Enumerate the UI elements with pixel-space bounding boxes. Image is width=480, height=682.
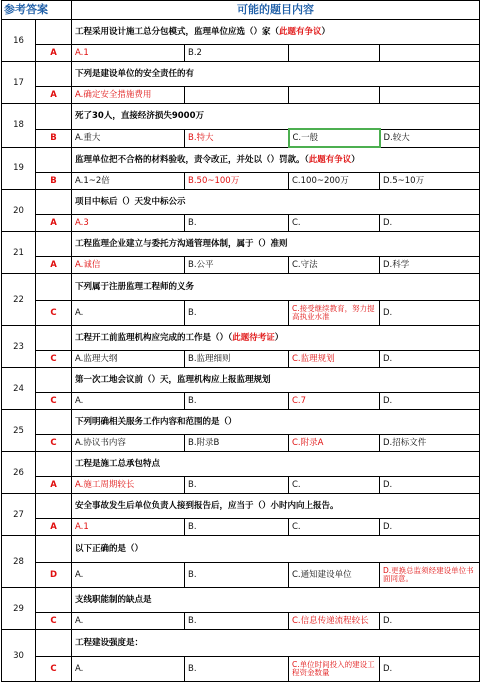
question-number[interactable]: 22 (2, 274, 36, 326)
question-stem: 第一次工地会议前（）天，监理机构应上报监理规划 (75, 375, 271, 385)
question-text[interactable] (72, 494, 480, 519)
question-stem: 工程开工前监理机构应完成的工作是（）（ (75, 333, 233, 343)
answer-cell[interactable]: C (36, 301, 72, 326)
question-text[interactable] (72, 274, 480, 301)
question-stem: 工程监理企业建立与委托方沟通管理体制，属于（）准则 (75, 239, 288, 249)
empty-cell[interactable] (36, 368, 72, 393)
answer-cell[interactable]: A (36, 257, 72, 274)
question-note: 此题待考证 (232, 333, 275, 343)
question-row (2, 368, 480, 393)
option-c[interactable]: C.100~200万 (289, 173, 380, 190)
question-stem: 安全事故发生后单位负责人接到报告后，应当于（）小时内向上报告。 (75, 501, 339, 511)
question-row (2, 452, 480, 477)
question-number[interactable]: 30 (2, 630, 36, 682)
question-stem: 下列明确相关服务工作内容和范围的是（） (75, 417, 237, 427)
option-b[interactable]: B. (185, 613, 289, 630)
question-number[interactable]: 18 (2, 104, 36, 148)
question-text[interactable] (72, 326, 480, 351)
option-b[interactable]: B. (185, 477, 289, 494)
option-a[interactable]: A. (72, 301, 185, 326)
empty-cell[interactable] (36, 147, 72, 173)
answer-cell[interactable]: B (36, 173, 72, 190)
option-d[interactable]: D. (380, 301, 480, 326)
empty-cell[interactable] (36, 452, 72, 477)
answer-cell[interactable]: B (36, 129, 72, 147)
question-number[interactable]: 24 (2, 368, 36, 410)
option-d[interactable]: D.5~10万 (380, 173, 480, 190)
question-number[interactable]: 17 (2, 62, 36, 104)
empty-cell[interactable] (36, 232, 72, 257)
empty-cell[interactable] (36, 190, 72, 215)
option-b[interactable]: B. (185, 657, 289, 682)
question-number[interactable]: 16 (2, 20, 36, 62)
option-a[interactable]: A. (72, 563, 185, 588)
question-text[interactable] (72, 410, 480, 435)
answer-cell[interactable]: C (36, 393, 72, 410)
question-text[interactable] (72, 104, 480, 130)
options-row (2, 519, 480, 536)
question-number[interactable]: 23 (2, 326, 36, 368)
empty-cell[interactable] (36, 62, 72, 87)
option-a[interactable]: A.监理大纲 (72, 351, 185, 368)
options-row (2, 87, 480, 104)
question-table (1, 0, 480, 682)
question-text[interactable] (72, 630, 480, 657)
options-row (2, 393, 480, 410)
options-row (2, 301, 480, 326)
option-d[interactable]: D. (380, 657, 480, 682)
options-row (2, 435, 480, 452)
options-row (2, 563, 480, 588)
options-row (2, 173, 480, 190)
question-row (2, 326, 480, 351)
option-d[interactable]: D. (380, 613, 480, 630)
answer-cell[interactable]: A (36, 87, 72, 104)
option-d[interactable] (380, 87, 480, 104)
question-stem: 工程是施工总承包特点 (75, 459, 161, 469)
option-a[interactable]: A.3 (72, 215, 185, 232)
question-row (2, 190, 480, 215)
options-row (2, 257, 480, 274)
option-d[interactable]: D.更换总监须经建设单位书面同意。 (380, 563, 480, 588)
option-a[interactable]: A.1 (72, 519, 185, 536)
option-a[interactable]: A.确定安全措施费用 (72, 87, 185, 104)
question-text[interactable] (72, 20, 480, 45)
option-a[interactable]: A.施工周期较长 (72, 477, 185, 494)
option-d[interactable]: D. (380, 215, 480, 232)
question-text[interactable] (72, 368, 480, 393)
option-d[interactable]: D. (380, 351, 480, 368)
option-c[interactable] (289, 45, 380, 62)
option-d[interactable] (380, 45, 480, 62)
answer-cell[interactable]: C (36, 613, 72, 630)
answer-cell[interactable]: A (36, 477, 72, 494)
option-b[interactable]: B. (185, 393, 289, 410)
question-number[interactable]: 27 (2, 494, 36, 536)
question-text[interactable] (72, 588, 480, 613)
question-row (2, 147, 480, 173)
answer-cell[interactable]: D (36, 563, 72, 588)
option-d[interactable]: D.科学 (380, 257, 480, 274)
question-note: 此题有争议 (308, 155, 352, 165)
content-column-header: 可能的题目内容 (72, 1, 480, 20)
option-b[interactable]: B. (185, 563, 289, 588)
question-text[interactable] (72, 232, 480, 257)
option-b[interactable]: B.2 (185, 45, 289, 62)
options-row (2, 45, 480, 62)
option-b[interactable]: B.50~100万 (185, 173, 289, 190)
empty-cell[interactable] (36, 630, 72, 657)
option-b[interactable]: B.附录B (185, 435, 289, 452)
question-number[interactable]: 21 (2, 232, 36, 274)
option-d[interactable]: D.招标文件 (380, 435, 480, 452)
question-number[interactable]: 26 (2, 452, 36, 494)
options-row (2, 477, 480, 494)
question-number[interactable]: 25 (2, 410, 36, 452)
question-row (2, 104, 480, 130)
question-stem: 下列属于注册监理工程师的义务 (75, 282, 195, 292)
option-b[interactable]: B.特大 (185, 129, 289, 147)
options-row (2, 657, 480, 682)
question-text[interactable] (72, 536, 480, 563)
options-row (2, 351, 480, 368)
question-text[interactable] (72, 147, 480, 173)
option-a[interactable]: A. (72, 393, 185, 410)
question-text[interactable] (72, 452, 480, 477)
option-a[interactable]: A. (72, 613, 185, 630)
answer-cell[interactable]: C (36, 435, 72, 452)
answer-cell[interactable]: A (36, 45, 72, 62)
question-number[interactable]: 28 (2, 536, 36, 588)
option-c[interactable]: C.通知建设单位 (289, 563, 380, 588)
option-c[interactable]: C.单位时间投入的建设工程资金数量 (289, 657, 380, 682)
question-stem: 项目中标后（）天发中标公示 (75, 197, 186, 207)
empty-cell[interactable] (36, 104, 72, 130)
question-stem: 工程建设强度是： (75, 638, 144, 648)
empty-cell[interactable] (36, 588, 72, 613)
answer-column-header: 参考答案 (2, 1, 72, 20)
option-c[interactable] (289, 87, 380, 104)
question-stem: 监理单位把不合格的材料验收，责令改正，并处以（）罚款。（ (75, 155, 309, 165)
option-a[interactable]: A.重大 (72, 129, 185, 147)
options-row (2, 613, 480, 630)
question-number[interactable]: 19 (2, 147, 36, 190)
option-a[interactable]: A. (72, 657, 185, 682)
question-row (2, 630, 480, 657)
answer-cell[interactable]: A (36, 519, 72, 536)
option-c[interactable]: C. (289, 519, 380, 536)
option-a[interactable]: A.协议书内容 (72, 435, 185, 452)
option-c[interactable]: C.7 (289, 393, 380, 410)
option-c[interactable]: C.一般 (289, 129, 380, 147)
question-stem: 死了30人，直接经济损失9000万 (75, 111, 204, 121)
option-a[interactable]: A.1 (72, 45, 185, 62)
question-row (2, 232, 480, 257)
option-b[interactable]: B. (185, 519, 289, 536)
empty-cell[interactable] (36, 536, 72, 563)
option-a[interactable]: A.诚信 (72, 257, 185, 274)
option-c[interactable]: C. (289, 215, 380, 232)
option-b[interactable]: B.监理细则 (185, 351, 289, 368)
option-b[interactable]: B. (185, 215, 289, 232)
question-row (2, 588, 480, 613)
question-stem-end: ） (274, 333, 284, 343)
empty-cell[interactable] (36, 20, 72, 45)
header-row (2, 1, 480, 20)
options-row (2, 129, 480, 147)
question-text[interactable] (72, 62, 480, 87)
question-stem-end: ） (321, 27, 331, 37)
option-b[interactable]: B. (185, 301, 289, 326)
option-c[interactable]: C.守法 (289, 257, 380, 274)
option-b[interactable] (185, 87, 289, 104)
question-row (2, 62, 480, 87)
question-stem: 工程采用设计施工总分包模式，监理单位应选（）家（ (75, 27, 280, 37)
answer-cell[interactable]: A (36, 215, 72, 232)
question-row (2, 274, 480, 301)
question-stem-end: ） (351, 155, 360, 165)
option-c[interactable]: C.监理规划 (289, 351, 380, 368)
question-row (2, 20, 480, 45)
options-row (2, 215, 480, 232)
option-c[interactable]: C.接受继续教育，努力提高执业水准 (289, 301, 380, 326)
question-number[interactable]: 20 (2, 190, 36, 232)
empty-cell[interactable] (36, 494, 72, 519)
option-c[interactable]: C. (289, 477, 380, 494)
empty-cell[interactable] (36, 274, 72, 301)
question-row (2, 536, 480, 563)
option-d[interactable]: D. (380, 393, 480, 410)
option-d[interactable]: D.较大 (380, 129, 480, 147)
answer-cell[interactable]: C (36, 657, 72, 682)
question-row (2, 410, 480, 435)
empty-cell[interactable] (36, 326, 72, 351)
question-number[interactable]: 29 (2, 588, 36, 630)
empty-cell[interactable] (36, 410, 72, 435)
option-c[interactable]: C.信息传递流程较长 (289, 613, 380, 630)
question-note: 此题有争议 (279, 27, 322, 37)
option-c[interactable]: C.附录A (289, 435, 380, 452)
question-stem: 支线职能制的缺点是 (75, 595, 152, 605)
option-d[interactable]: D. (380, 519, 480, 536)
option-d[interactable]: D. (380, 477, 480, 494)
question-row (2, 494, 480, 519)
question-text[interactable] (72, 190, 480, 215)
option-a[interactable]: A.1~2倍 (72, 173, 185, 190)
answer-cell[interactable]: C (36, 351, 72, 368)
option-b[interactable]: B.公平 (185, 257, 289, 274)
question-stem: 以下正确的是（） (75, 544, 144, 554)
question-stem: 下列是建设单位的安全责任的有 (75, 69, 195, 79)
